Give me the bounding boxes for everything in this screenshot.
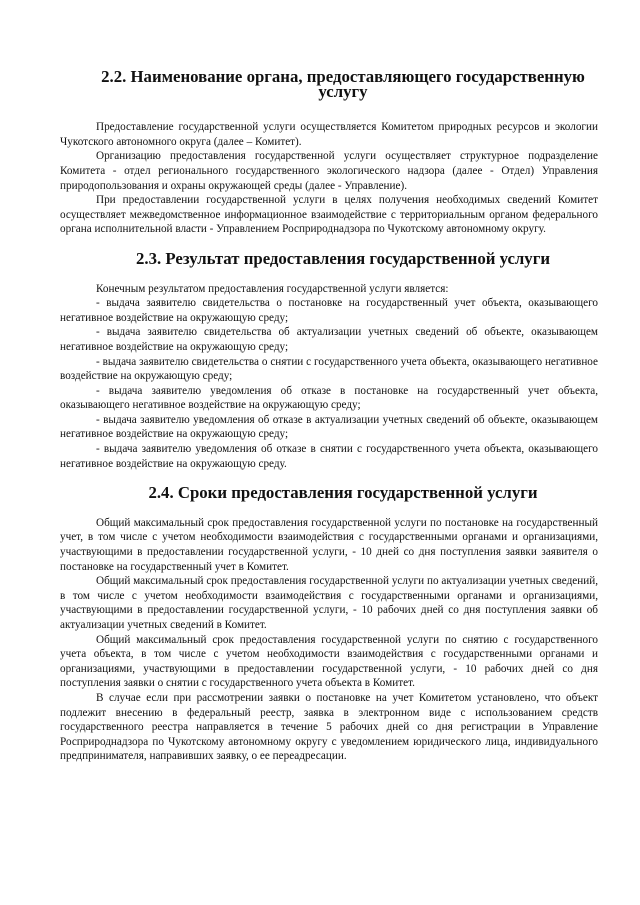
list-item: - выдача заявителю уведомления об отказе в постановке на государственный учет объекта, оказывающего негативное воздействие на окружающую среду; xyxy=(60,384,598,412)
paragraph: Общий максимальный срок предоставления государственной услуги по актуализации учетных сведений, в том числе с учетом необходимости взаимодействия с государственными органами и организациями, участвующими в предоставлении государственной услуги, - 10 рабочих дней со дня поступления заявки об актуализации учетных сведений в Комитет. xyxy=(60,575,598,631)
list-intro: Конечным результатом предоставления государственной услуги является: xyxy=(96,282,449,295)
section-heading-2-3: 2.3. Результат предоставления государственной услуги xyxy=(136,248,550,268)
section-heading-2-2: 2.2. Наименование органа, предоставляющего государственную услугу xyxy=(101,67,585,101)
list-item: - выдача заявителю свидетельства о снятии с государственного учета объекта, оказывающего негативное воздействие на окружающую среду; xyxy=(60,355,598,383)
list-item: - выдача заявителю свидетельства о постановке на государственный учет объекта, оказывающего негативное воздействие на окружающую среду; xyxy=(60,297,598,324)
list-item: - выдача заявителю уведомления об отказе в снятии с государственного учета объекта, оказывающего негативное воздействие на окружающую среду. xyxy=(60,443,598,470)
list-item: - выдача заявителю уведомления об отказе в актуализации учетных сведений об объекте, оказывающем негативное воздействие на окружающую среду; xyxy=(60,413,598,441)
list-item: - выдача заявителю свидетельства об актуализации учетных сведений об объекте, оказывающем негативное воздействие на окружающую среду; xyxy=(60,326,598,353)
paragraph: Предоставление государственной услуги осуществляется Комитетом природных ресурсов и экологии Чукотского автономного округа (далее – Комитет). xyxy=(60,121,598,148)
paragraph: В случае если при рассмотрении заявки о постановке на учет Комитетом установлено, что объект подлежит внесению в федеральный реестр, заявка в электронном виде с использованием средств государственного реестра направляется в течение 5 рабочих дней со дня регистрации в Управление Росприроднадзора по Чукотскому автономному округу с уведомлением юридического лица, индивидуального предпринимателя, направивших заявку, о ее переадресации. xyxy=(60,691,598,763)
result-list xyxy=(60,296,598,471)
paragraph: Общий максимальный срок предоставления государственной услуги по постановке на государственный учет, в том числе с учетом необходимости взаимодействия с государственными органами и организациями, участвующими в предоставлении государственной услуги, - 10 дней со дня поступления заявки заявителя о постановке на государственный учет в Комитет. xyxy=(60,516,598,573)
paragraph: При предоставлении государственной услуги в целях получения необходимых сведений Комитет осуществляет межведомственное информационное взаимодействие с территориальным органом федерального органа исполнительной власти - Управлением Росприроднадзора по Чукотскому автономному округу. xyxy=(60,194,598,236)
section-heading-2-4: 2.4. Сроки предоставления государственной услуги xyxy=(148,483,538,503)
paragraph: Общий максимальный срок предоставления государственной услуги по снятию с государственного учета объекта, в том числе с учетом необходимости взаимодействия с государственными органами и организациями, участвующими в предоставлении государственной услуги, - 10 рабочих дней со дня поступления заявки о снятии с государственного учета объекта в Комитет. xyxy=(60,633,598,690)
paragraph: Организацию предоставления государственной услуги осуществляет структурное подразделение Комитета - отдел регионального государственного экологического надзора (далее - Отдел) Управления природопользования и охраны окружающей среды (далее - Управление). xyxy=(60,150,598,192)
